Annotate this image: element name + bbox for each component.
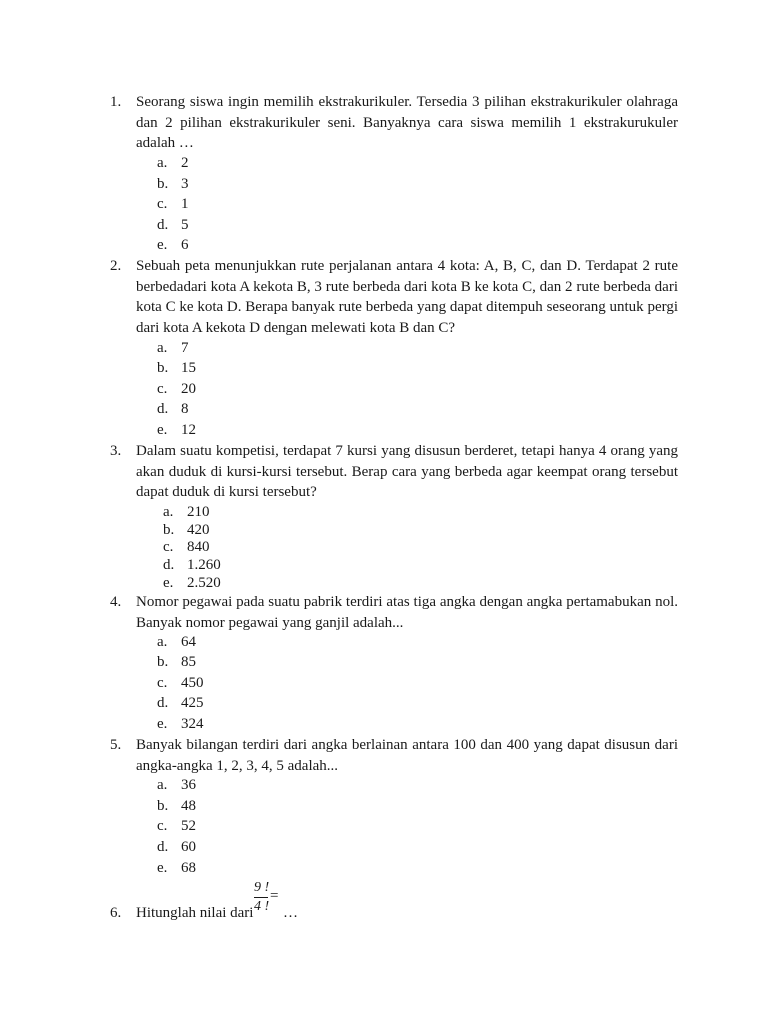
option-value: 1.260 xyxy=(187,557,221,573)
option-2b xyxy=(157,358,196,378)
option-2c xyxy=(157,379,196,399)
option-4d xyxy=(157,693,204,713)
option-letter: b. xyxy=(157,360,169,376)
option-value: 3 xyxy=(181,176,189,192)
option-letter: d. xyxy=(157,217,169,233)
option-value: 12 xyxy=(181,422,196,438)
option-4b xyxy=(157,652,196,672)
question-5 xyxy=(110,735,678,776)
option-letter: a. xyxy=(157,340,168,356)
question-number: 3. xyxy=(110,443,122,459)
option-letter: d. xyxy=(163,557,175,573)
option-4e xyxy=(157,714,204,734)
option-1d xyxy=(157,215,189,235)
option-1e xyxy=(157,235,189,255)
option-value: 6 xyxy=(181,237,189,253)
question-text: Seorang siswa ingin memilih ekstrakurikuler. Tersedia 3 pilihan ekstrakurikuler olahraga dan 2 pilihan ekstrakurikuler seni. Banyaknya cara siswa memilih 1 ekstrakurukuler adalah … xyxy=(136,94,678,151)
option-letter: c. xyxy=(157,381,168,397)
option-1b xyxy=(157,174,189,194)
option-letter: a. xyxy=(157,777,168,793)
fraction-bar xyxy=(254,897,268,898)
question-2 xyxy=(110,256,678,338)
option-2e xyxy=(157,420,196,440)
option-letter: a. xyxy=(157,155,168,171)
fraction-equals: = xyxy=(270,888,279,904)
option-value: 85 xyxy=(181,654,196,670)
option-3e xyxy=(163,574,221,592)
option-letter: b. xyxy=(163,522,175,538)
question-3 xyxy=(110,441,678,503)
option-5b xyxy=(157,796,196,816)
option-5d xyxy=(157,837,196,857)
option-value: 52 xyxy=(181,818,196,834)
option-1c xyxy=(157,194,189,214)
option-3a xyxy=(163,503,210,521)
option-letter: b. xyxy=(157,176,169,192)
option-3c xyxy=(163,538,210,556)
option-value: 450 xyxy=(181,675,204,691)
option-value: 20 xyxy=(181,381,196,397)
option-value: 2.520 xyxy=(187,575,221,591)
option-value: 8 xyxy=(181,401,189,417)
option-letter: d. xyxy=(157,839,169,855)
option-2a xyxy=(157,338,189,358)
option-4c xyxy=(157,673,204,693)
option-value: 7 xyxy=(181,340,189,356)
option-letter: b. xyxy=(157,654,169,670)
option-value: 64 xyxy=(181,634,196,650)
fraction-denominator: 4 ! xyxy=(254,899,270,914)
option-letter: e. xyxy=(157,716,168,732)
option-letter: c. xyxy=(163,539,174,555)
option-3b xyxy=(163,521,210,539)
question-text: Nomor pegawai pada suatu pabrik terdiri atas tiga angka dengan angka pertamabukan nol. Banyak nomor pegawai yang ganjil adalah... xyxy=(136,594,678,631)
option-value: 324 xyxy=(181,716,204,732)
option-4a xyxy=(157,632,196,652)
option-5c xyxy=(157,816,196,836)
option-letter: e. xyxy=(157,237,168,253)
option-value: 48 xyxy=(181,798,196,814)
option-1a xyxy=(157,153,189,173)
option-5e xyxy=(157,858,196,878)
option-letter: e. xyxy=(157,860,168,876)
option-value: 68 xyxy=(181,860,196,876)
option-letter: b. xyxy=(157,798,169,814)
option-value: 210 xyxy=(187,504,210,520)
option-value: 425 xyxy=(181,695,204,711)
option-value: 2 xyxy=(181,155,189,171)
question-1 xyxy=(110,92,678,154)
factorial-fraction xyxy=(254,880,269,915)
fraction-numerator: 9 ! xyxy=(254,880,270,895)
option-value: 36 xyxy=(181,777,196,793)
option-value: 60 xyxy=(181,839,196,855)
option-5a xyxy=(157,775,196,795)
option-value: 840 xyxy=(187,539,210,555)
question-4 xyxy=(110,592,678,633)
option-letter: a. xyxy=(163,504,174,520)
option-value: 15 xyxy=(181,360,196,376)
question-6 xyxy=(110,903,678,924)
question-ellipsis: … xyxy=(283,905,298,921)
option-2d xyxy=(157,399,189,419)
question-number: 1. xyxy=(110,94,122,110)
option-letter: c. xyxy=(157,818,168,834)
option-3d xyxy=(163,556,221,574)
option-letter: d. xyxy=(157,695,169,711)
question-text: Sebuah peta menunjukkan rute perjalanan antara 4 kota: A, B, C, dan D. Terdapat 2 rute berbedadari kota A kekota B, 3 rute berbeda dari kota B ke kota C, dan 2 rute berbeda dari kota C ke kota D. Berapa banyak rute berbeda yang dapat ditempuh seseorang untuk pergi dari kota A kekota D dengan melewati kota B dan C? xyxy=(136,258,678,336)
option-value: 1 xyxy=(181,196,189,212)
option-value: 420 xyxy=(187,522,210,538)
question-number: 5. xyxy=(110,737,122,753)
option-letter: c. xyxy=(157,196,168,212)
option-letter: c. xyxy=(157,675,168,691)
question-text: Dalam suatu kompetisi, terdapat 7 kursi yang disusun berderet, tetapi hanya 4 orang yang akan duduk di kursi-kursi tersebut. Berap cara yang berbeda agar keempat orang tersebut dapat duduk di kursi tersebut? xyxy=(136,443,678,500)
option-value: 5 xyxy=(181,217,189,233)
option-letter: a. xyxy=(157,634,168,650)
question-number: 4. xyxy=(110,594,122,610)
option-letter: d. xyxy=(157,401,169,417)
question-text: Hitunglah nilai dari xyxy=(136,905,254,921)
option-letter: e. xyxy=(157,422,168,438)
question-number: 6. xyxy=(110,905,122,921)
question-text: Banyak bilangan terdiri dari angka berlainan antara 100 dan 400 yang dapat disusun dari angka-angka 1, 2, 3, 4, 5 adalah... xyxy=(136,737,678,774)
option-letter: e. xyxy=(163,575,174,591)
question-number: 2. xyxy=(110,258,122,274)
